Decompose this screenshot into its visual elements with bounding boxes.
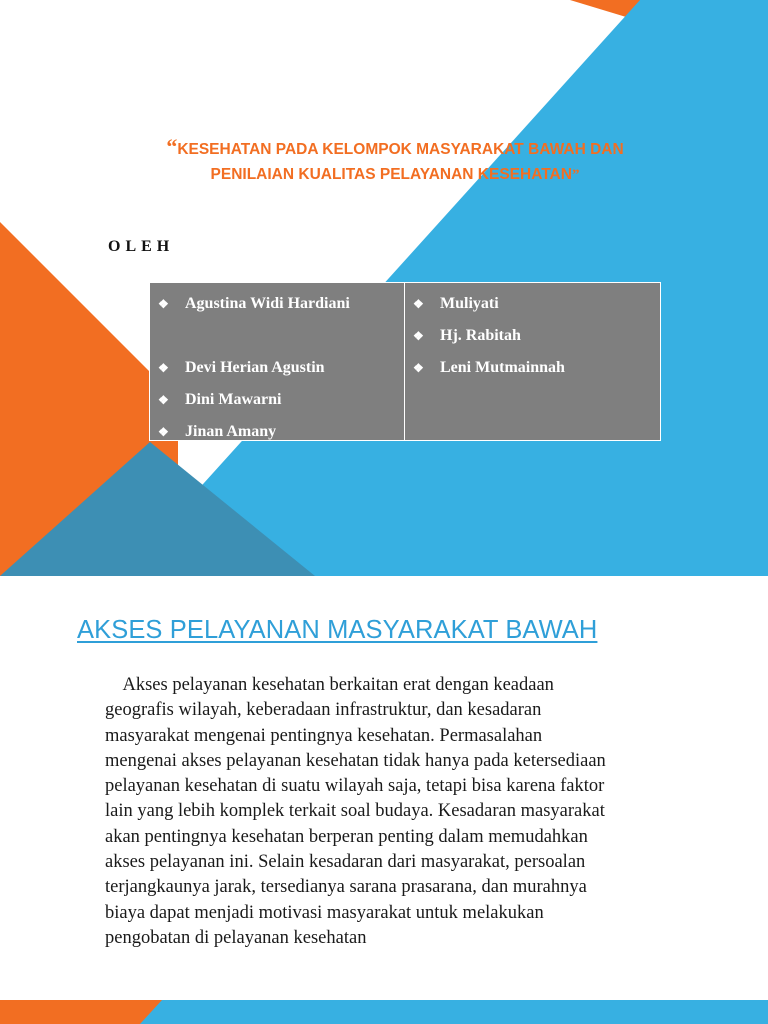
body-line: pelayanan kesehatan di suatu wilayah saja, tetapi bisa karena faktor — [105, 776, 605, 797]
blue-band-shape — [140, 1000, 768, 1024]
body-line: akan pentingnya kesehatan berperan penting dalam memudahkan — [105, 826, 588, 847]
title-line-1: KESEHATAN PADA KELOMPOK MASYARAKAT BAWAH DAN — [177, 141, 624, 158]
bottom-decor-band — [0, 1000, 768, 1024]
author-name: Dini Mawarni — [185, 391, 282, 408]
body-line: pengobatan di pelayanan kesehatan — [105, 927, 367, 948]
diamond-bullet-icon: ❖ — [413, 296, 424, 311]
author-name: Jinan Amany — [185, 423, 277, 440]
body-line: mengenai akses pelayanan kesehatan tidak hanya pada ketersediaan — [105, 750, 606, 771]
title-line-2: PENILAIAN KUALITAS PELAYANAN KESEHATAN — [210, 166, 572, 183]
author-item — [158, 420, 276, 444]
oleh-label: OLEH — [108, 238, 175, 255]
diamond-bullet-icon: ❖ — [158, 424, 169, 439]
author-item — [158, 292, 350, 316]
author-name: Devi Herian Agustin — [185, 359, 325, 376]
section-heading: AKSES PELAYANAN MASYARAKAT BAWAH — [77, 616, 598, 644]
open-quote: “ — [166, 134, 178, 159]
close-quote: ” — [571, 167, 580, 183]
author-item — [158, 388, 281, 412]
body-line: terjangkaunya jarak, tersedianya sarana prasarana, dan murahnya — [105, 877, 587, 898]
diamond-bullet-icon: ❖ — [158, 296, 169, 311]
diamond-bullet-icon: ❖ — [158, 392, 169, 407]
author-name: Muliyati — [440, 295, 499, 312]
diamond-bullet-icon: ❖ — [413, 328, 424, 343]
authors-column-left — [150, 283, 405, 440]
body-line: lain yang lebih komplek terkait soal budaya. Kesadaran masyarakat — [105, 801, 605, 822]
author-item — [413, 356, 565, 380]
body-line: Akses pelayanan kesehatan berkaitan erat dengan keadaan — [105, 675, 554, 695]
diamond-bullet-icon: ❖ — [158, 360, 169, 375]
author-name: Leni Mutmainnah — [440, 359, 565, 376]
authors-table — [149, 282, 661, 441]
author-name: Hj. Rabitah — [440, 327, 521, 344]
author-item — [413, 292, 499, 316]
authors-column-right — [405, 283, 660, 440]
body-line: akses pelayanan ini. Selain kesadaran dari masyarakat, persoalan — [105, 852, 586, 873]
body-line: geografis wilayah, keberadaan infrastruktur, dan kesadaran — [105, 700, 542, 721]
slide-title — [110, 134, 680, 188]
author-item — [413, 324, 521, 348]
body-line: biaya dapat menjadi motivasi masyarakat untuk melakukan — [105, 902, 544, 923]
author-name: Agustina Widi Hardiani — [185, 295, 350, 312]
content-slide — [0, 576, 768, 1024]
author-item — [158, 356, 325, 380]
body-paragraph — [105, 673, 725, 951]
body-line: masyarakat mengenai pentingnya kesehatan. Permasalahan — [105, 725, 543, 746]
diamond-bullet-icon: ❖ — [413, 360, 424, 375]
